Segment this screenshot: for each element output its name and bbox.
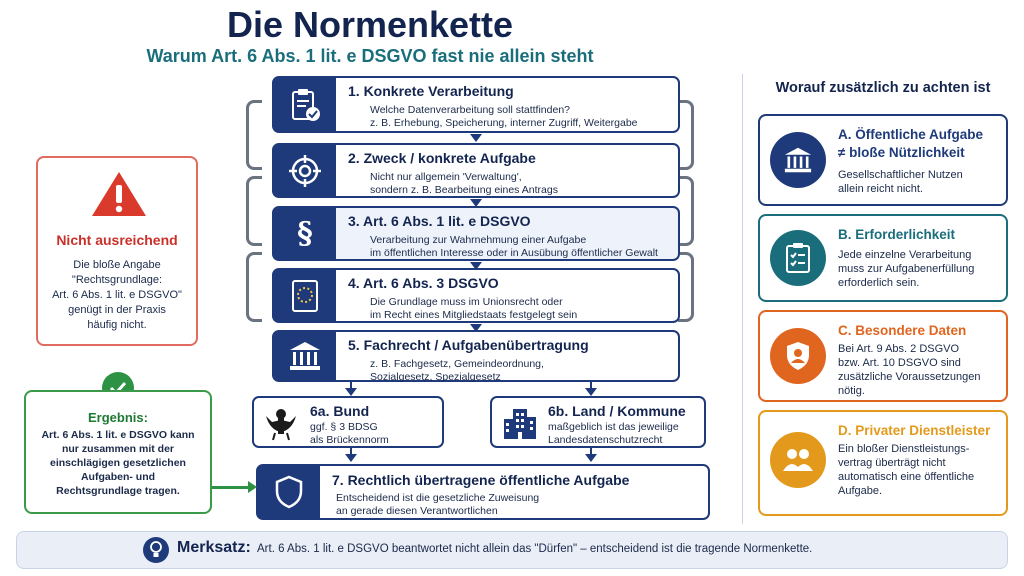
land-description: maßgeblich ist das jeweilige Landesdatenschutzrecht	[548, 421, 679, 446]
down-arrow	[345, 388, 357, 396]
step-title: 4. Art. 6 Abs. 3 DSGVO	[348, 275, 499, 291]
step-description: Verarbeitung zur Wahrnehmung einer Aufgabe im öffentlichen Interesse oder in Ausübung öffentlicher Gewalt	[370, 234, 658, 259]
chain-link	[678, 100, 694, 170]
divider	[742, 74, 743, 524]
warning-title: Nicht ausreichend	[56, 232, 178, 248]
step-title: 2. Zweck / konkrete Aufgabe	[348, 150, 536, 166]
result-arrow-head	[248, 481, 257, 493]
step-2-box	[272, 143, 680, 198]
final-title: 7. Rechtlich übertragene öffentliche Aufgabe	[332, 472, 630, 488]
card-title: B. Erforderlichkeit	[838, 227, 956, 242]
chain-link	[246, 100, 262, 170]
page-title: Die Normenkette	[226, 4, 514, 45]
land-box	[490, 396, 706, 448]
card-title: A. Öffentliche Aufgabe ≠ bloße Nützlichkeit	[838, 127, 984, 160]
step-description: z. B. Fachgesetz, Gemeindeordnung, Sozialgesetz, Spezialgesetz	[370, 358, 544, 383]
merksatz-text: Art. 6 Abs. 1 lit. e DSGVO beantwortet nicht allein das "Dürfen" – entscheidend ist die tragende Normenkette.	[257, 543, 813, 555]
step-title: 3. Art. 6 Abs. 1 lit. e DSGVO	[348, 213, 531, 229]
clipboard-check-icon	[274, 78, 336, 131]
bund-title: 6a. Bund	[310, 403, 370, 419]
institution-icon	[274, 332, 336, 380]
result-arrow-line	[212, 486, 250, 489]
person-shield-icon	[770, 328, 826, 384]
step-description: Welche Datenverarbeitung soll stattfinden? z. B. Erhebung, Speicherung, interner Zugriff, Weitergabe	[370, 104, 638, 129]
card-text: Gesellschaftlicher Nutzen allein reicht nicht.	[838, 169, 963, 195]
warning-text: Die bloße Angabe "Rechtsgrundlage: Art. 6 Abs. 1 lit. e DSGVO" genügt in der Praxis häufig nicht.	[52, 259, 182, 331]
institution-icon	[770, 132, 826, 188]
result-box	[24, 390, 212, 514]
lightbulb-icon	[143, 537, 169, 563]
chain-link	[246, 176, 262, 246]
people-icon	[770, 432, 826, 488]
right-panel-heading: Worauf zusätzlich zu achten ist	[775, 80, 991, 96]
chain-link	[246, 252, 262, 322]
warning-icon	[90, 170, 148, 223]
chain-link	[678, 252, 694, 322]
eu-book-icon	[274, 270, 336, 321]
down-arrow	[470, 134, 482, 142]
step-1-box	[272, 76, 680, 133]
step-5-box	[272, 330, 680, 382]
city-buildings-icon	[502, 406, 538, 447]
down-arrow	[585, 454, 597, 462]
card-title: D. Privater Dienstleister	[838, 423, 991, 438]
shield-icon	[258, 466, 320, 518]
land-title: 6b. Land / Kommune	[548, 403, 686, 419]
down-arrow	[345, 454, 357, 462]
card-title: C. Besondere Daten	[838, 323, 967, 338]
bund-box	[252, 396, 444, 448]
final-description: Entscheidend ist die gesetzliche Zuweisung an gerade diesen Verantwortlichen	[336, 492, 540, 517]
page-subtitle: Warum Art. 6 Abs. 1 lit. e DSGVO fast nie allein steht	[146, 46, 594, 66]
card-private-provider	[758, 410, 1008, 516]
result-text: Art. 6 Abs. 1 lit. e DSGVO kann nur zusammen mit der einschlägigen gesetzlichen Aufgaben- und Rechtsgrundlage tragen.	[41, 429, 195, 497]
card-special-data	[758, 310, 1008, 402]
bund-description: ggf. § 3 BDSG als Brückennorm	[310, 421, 389, 446]
merksatz-label: Merksatz:	[177, 539, 251, 556]
chain-link	[678, 176, 694, 246]
step-description: Die Grundlage muss im Unionsrecht oder im Recht eines Mitgliedstaats festgelegt sein	[370, 296, 578, 321]
federal-eagle-icon	[264, 406, 298, 447]
step-3-box	[272, 206, 680, 261]
step-title: 1. Konkrete Verarbeitung	[348, 83, 514, 99]
result-title: Ergebnis:	[88, 410, 148, 425]
warning-box	[36, 156, 198, 346]
target-icon	[274, 145, 336, 196]
final-box	[256, 464, 710, 520]
paragraph-icon: §	[274, 208, 336, 259]
card-public-task	[758, 114, 1008, 206]
card-text: Ein bloßer Dienstleistungs- vertrag überträgt nicht automatisch eine öffentliche Aufgabe.	[838, 443, 975, 497]
merksatz-bar	[16, 531, 1008, 569]
checklist-icon	[770, 230, 826, 286]
step-4-box	[272, 268, 680, 323]
card-necessity	[758, 214, 1008, 302]
step-description: Nicht nur allgemein 'Verwaltung', sondern z. B. Bearbeitung eines Antrags	[370, 171, 558, 196]
step-title: 5. Fachrecht / Aufgabenübertragung	[348, 337, 589, 353]
down-arrow	[585, 388, 597, 396]
card-text: Jede einzelne Verarbeitung muss zur Aufgabenerfüllung erforderlich sein.	[838, 249, 975, 289]
card-text: Bei Art. 9 Abs. 2 DSGVO bzw. Art. 10 DSGVO sind zusätzliche Voraussetzungen nötig.	[838, 343, 981, 397]
